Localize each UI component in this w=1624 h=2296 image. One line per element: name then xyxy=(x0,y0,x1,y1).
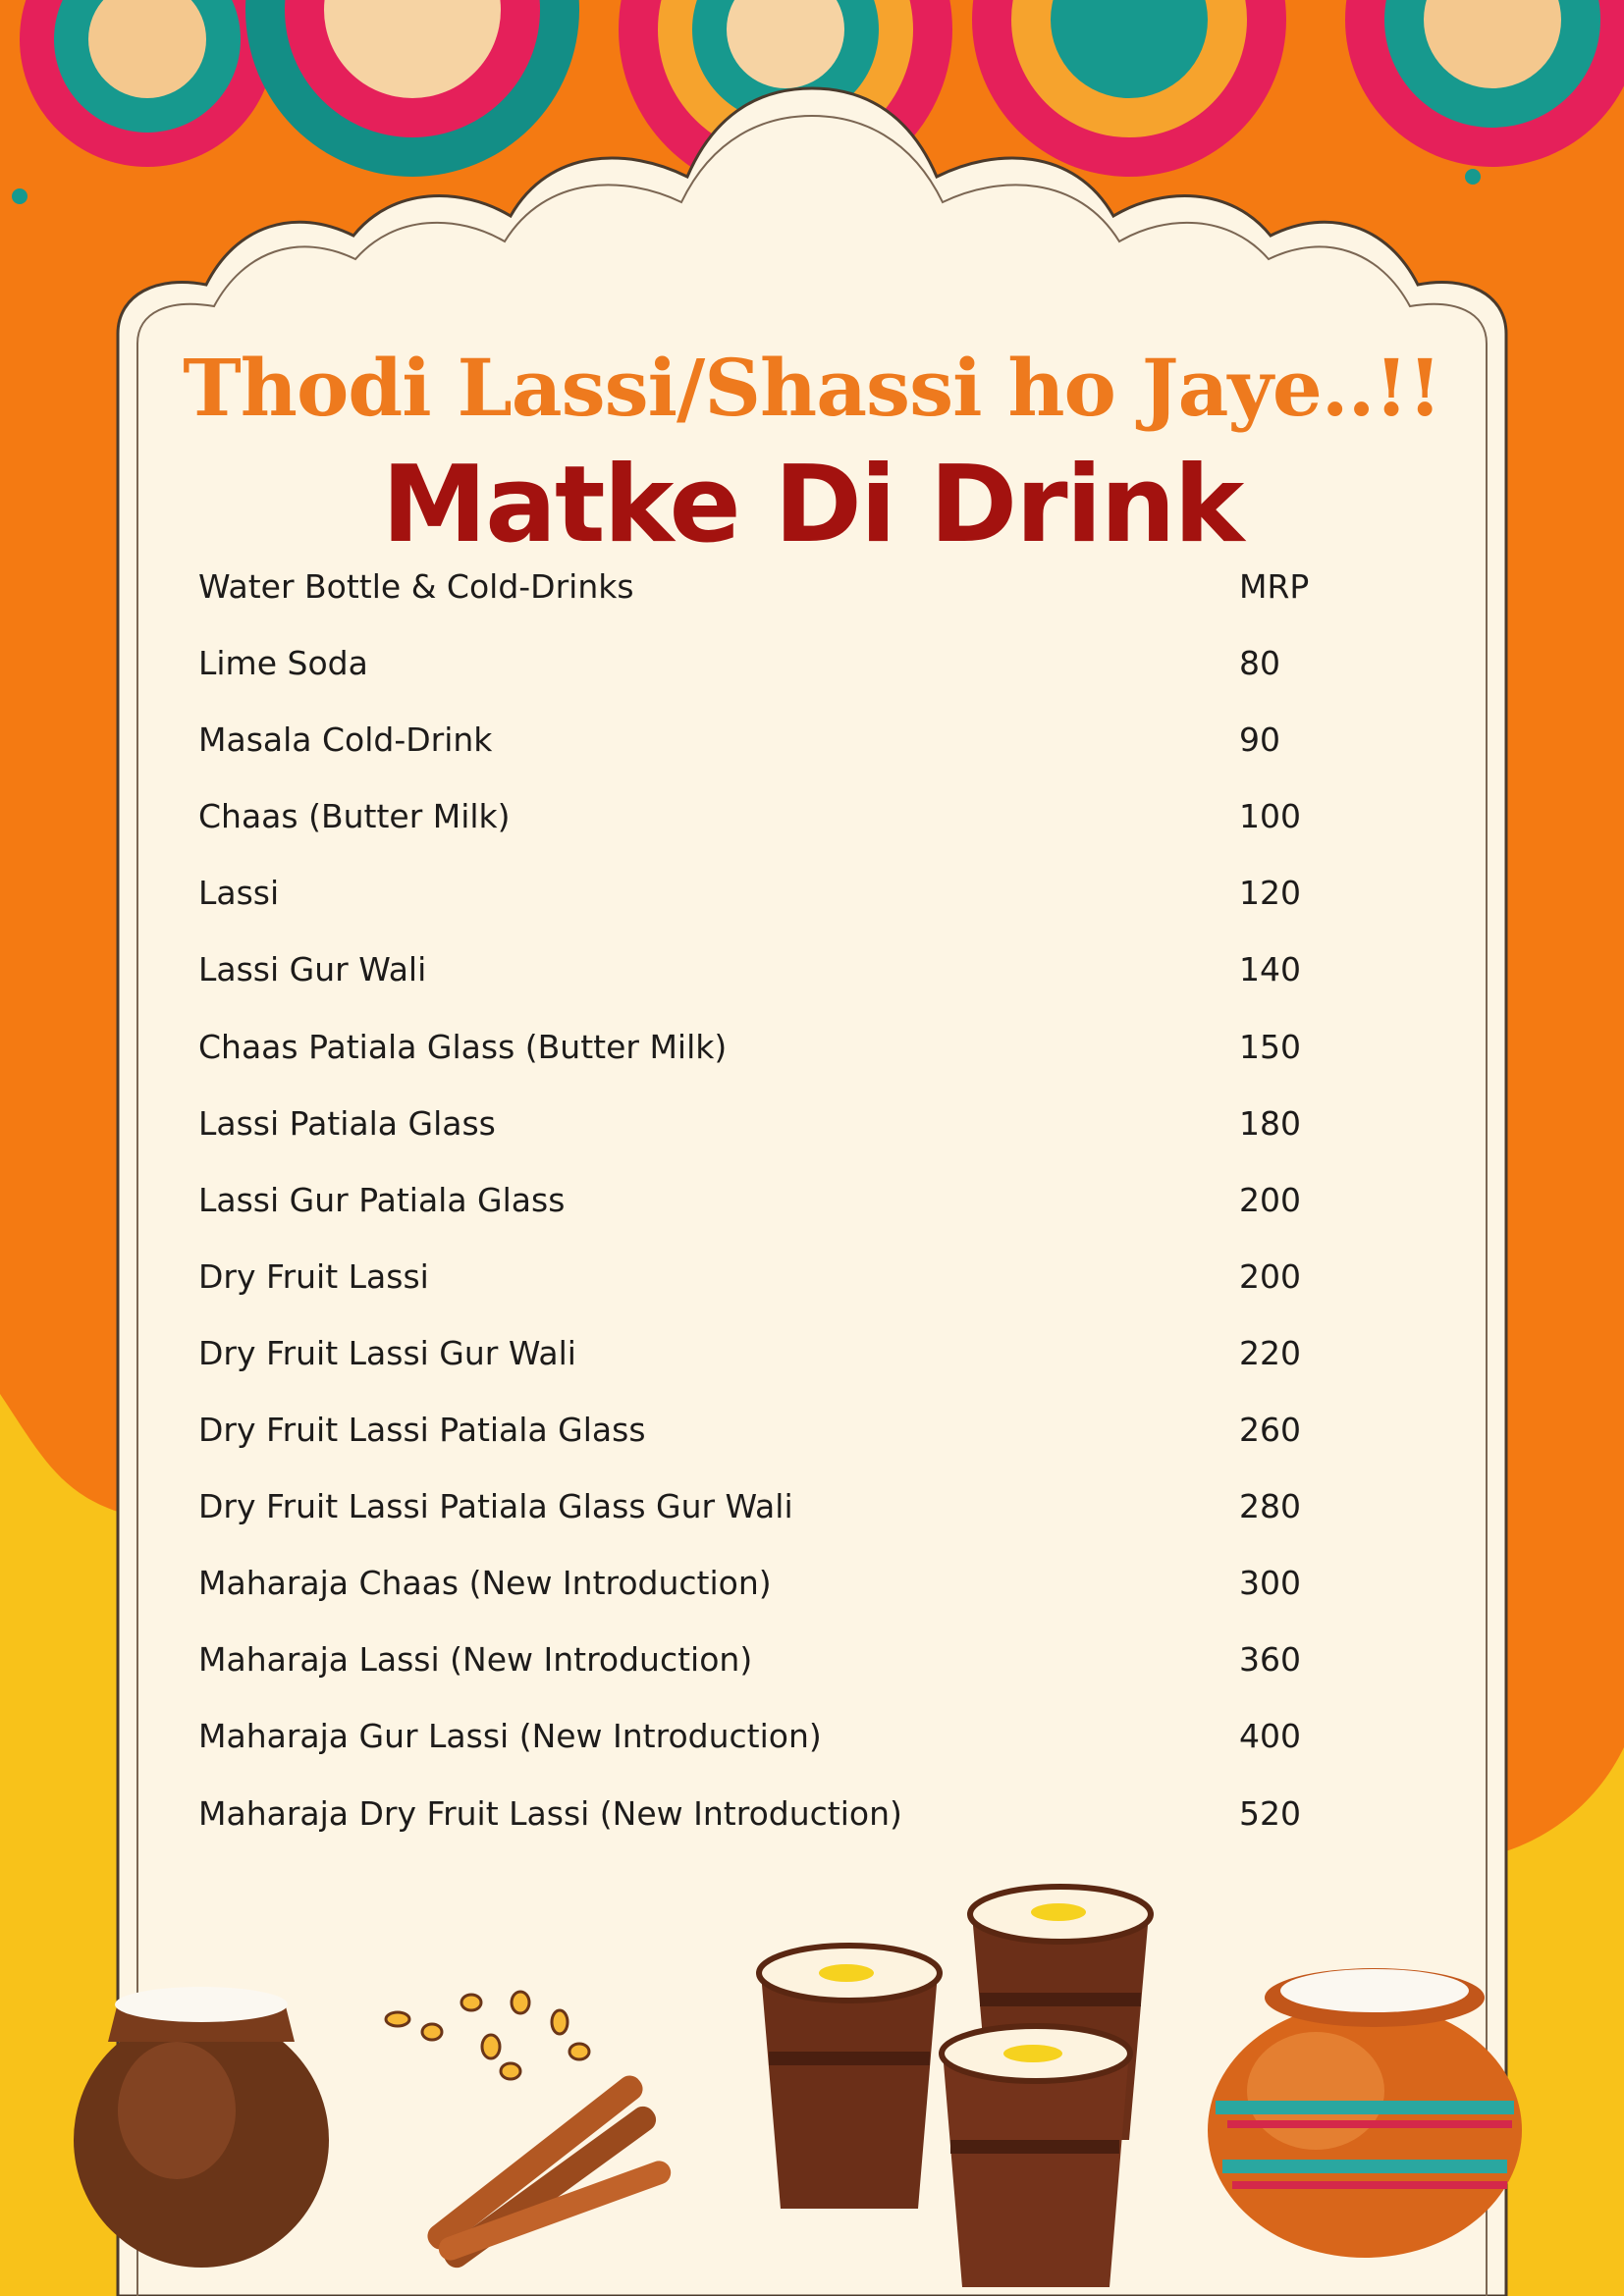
item-price: 220 xyxy=(1239,1333,1301,1372)
item-price: 100 xyxy=(1239,797,1301,836)
item-name: Dry Fruit Lassi Patiala Glass Gur Wali xyxy=(198,1487,793,1526)
yellow-swirl-right xyxy=(1492,1747,1624,2296)
menu-row xyxy=(198,797,1357,874)
item-price: 260 xyxy=(1239,1411,1301,1450)
menu-row xyxy=(198,1334,1357,1411)
menu-row xyxy=(198,1564,1357,1640)
item-price: 200 xyxy=(1239,1256,1301,1296)
item-price: 180 xyxy=(1239,1103,1301,1143)
menu-row xyxy=(198,1717,1357,1793)
menu-row xyxy=(198,1181,1357,1257)
menu-row xyxy=(198,1411,1357,1487)
clay-pot-icon xyxy=(74,1987,329,2268)
item-price: 520 xyxy=(1239,1793,1301,1833)
item-price: 200 xyxy=(1239,1180,1301,1219)
item-price: 300 xyxy=(1239,1564,1301,1603)
item-name: Lassi xyxy=(198,874,280,913)
item-name: Maharaja Dry Fruit Lassi (New Introduction) xyxy=(198,1793,902,1833)
item-name: Dry Fruit Lassi Gur Wali xyxy=(198,1333,576,1372)
item-price: 80 xyxy=(1239,644,1280,683)
item-price: 360 xyxy=(1239,1640,1301,1680)
page-title: Matke Di Drink xyxy=(381,444,1243,566)
item-name: Masala Cold-Drink xyxy=(198,721,493,760)
item-name: Lime Soda xyxy=(198,644,368,683)
item-name: Chaas (Butter Milk) xyxy=(198,797,511,836)
menu-row xyxy=(198,644,1357,721)
item-name: Dry Fruit Lassi xyxy=(198,1256,429,1296)
menu-row xyxy=(198,1028,1357,1104)
item-name: Lassi Gur Wali xyxy=(198,950,427,989)
item-name: Maharaja Gur Lassi (New Introduction) xyxy=(198,1717,822,1756)
menu-row xyxy=(198,1487,1357,1564)
item-price: MRP xyxy=(1239,567,1310,606)
menu-row xyxy=(198,950,1357,1027)
item-price: 400 xyxy=(1239,1717,1301,1756)
item-name: Water Bottle & Cold-Drinks xyxy=(198,567,634,606)
menu-row xyxy=(198,1640,1357,1717)
tagline: Thodi Lassi/Shassi ho Jaye..!! xyxy=(183,342,1441,434)
menu-row xyxy=(198,1104,1357,1181)
item-name: Maharaja Chaas (New Introduction) xyxy=(198,1564,772,1603)
item-price: 150 xyxy=(1239,1027,1301,1066)
item-name: Chaas Patiala Glass (Butter Milk) xyxy=(198,1027,728,1066)
menu-list xyxy=(198,567,1357,1871)
item-name: Dry Fruit Lassi Patiala Glass xyxy=(198,1411,646,1450)
item-price: 280 xyxy=(1239,1487,1301,1526)
menu-row xyxy=(198,874,1357,950)
item-price: 90 xyxy=(1239,721,1280,760)
menu-row xyxy=(198,721,1357,797)
item-name: Maharaja Lassi (New Introduction) xyxy=(198,1640,753,1680)
menu-row xyxy=(198,1257,1357,1334)
item-name: Lassi Patiala Glass xyxy=(198,1103,496,1143)
item-name: Lassi Gur Patiala Glass xyxy=(198,1180,566,1219)
item-price: 120 xyxy=(1239,874,1301,913)
menu-row xyxy=(198,1794,1357,1871)
item-price: 140 xyxy=(1239,950,1301,989)
menu-row xyxy=(198,567,1357,644)
